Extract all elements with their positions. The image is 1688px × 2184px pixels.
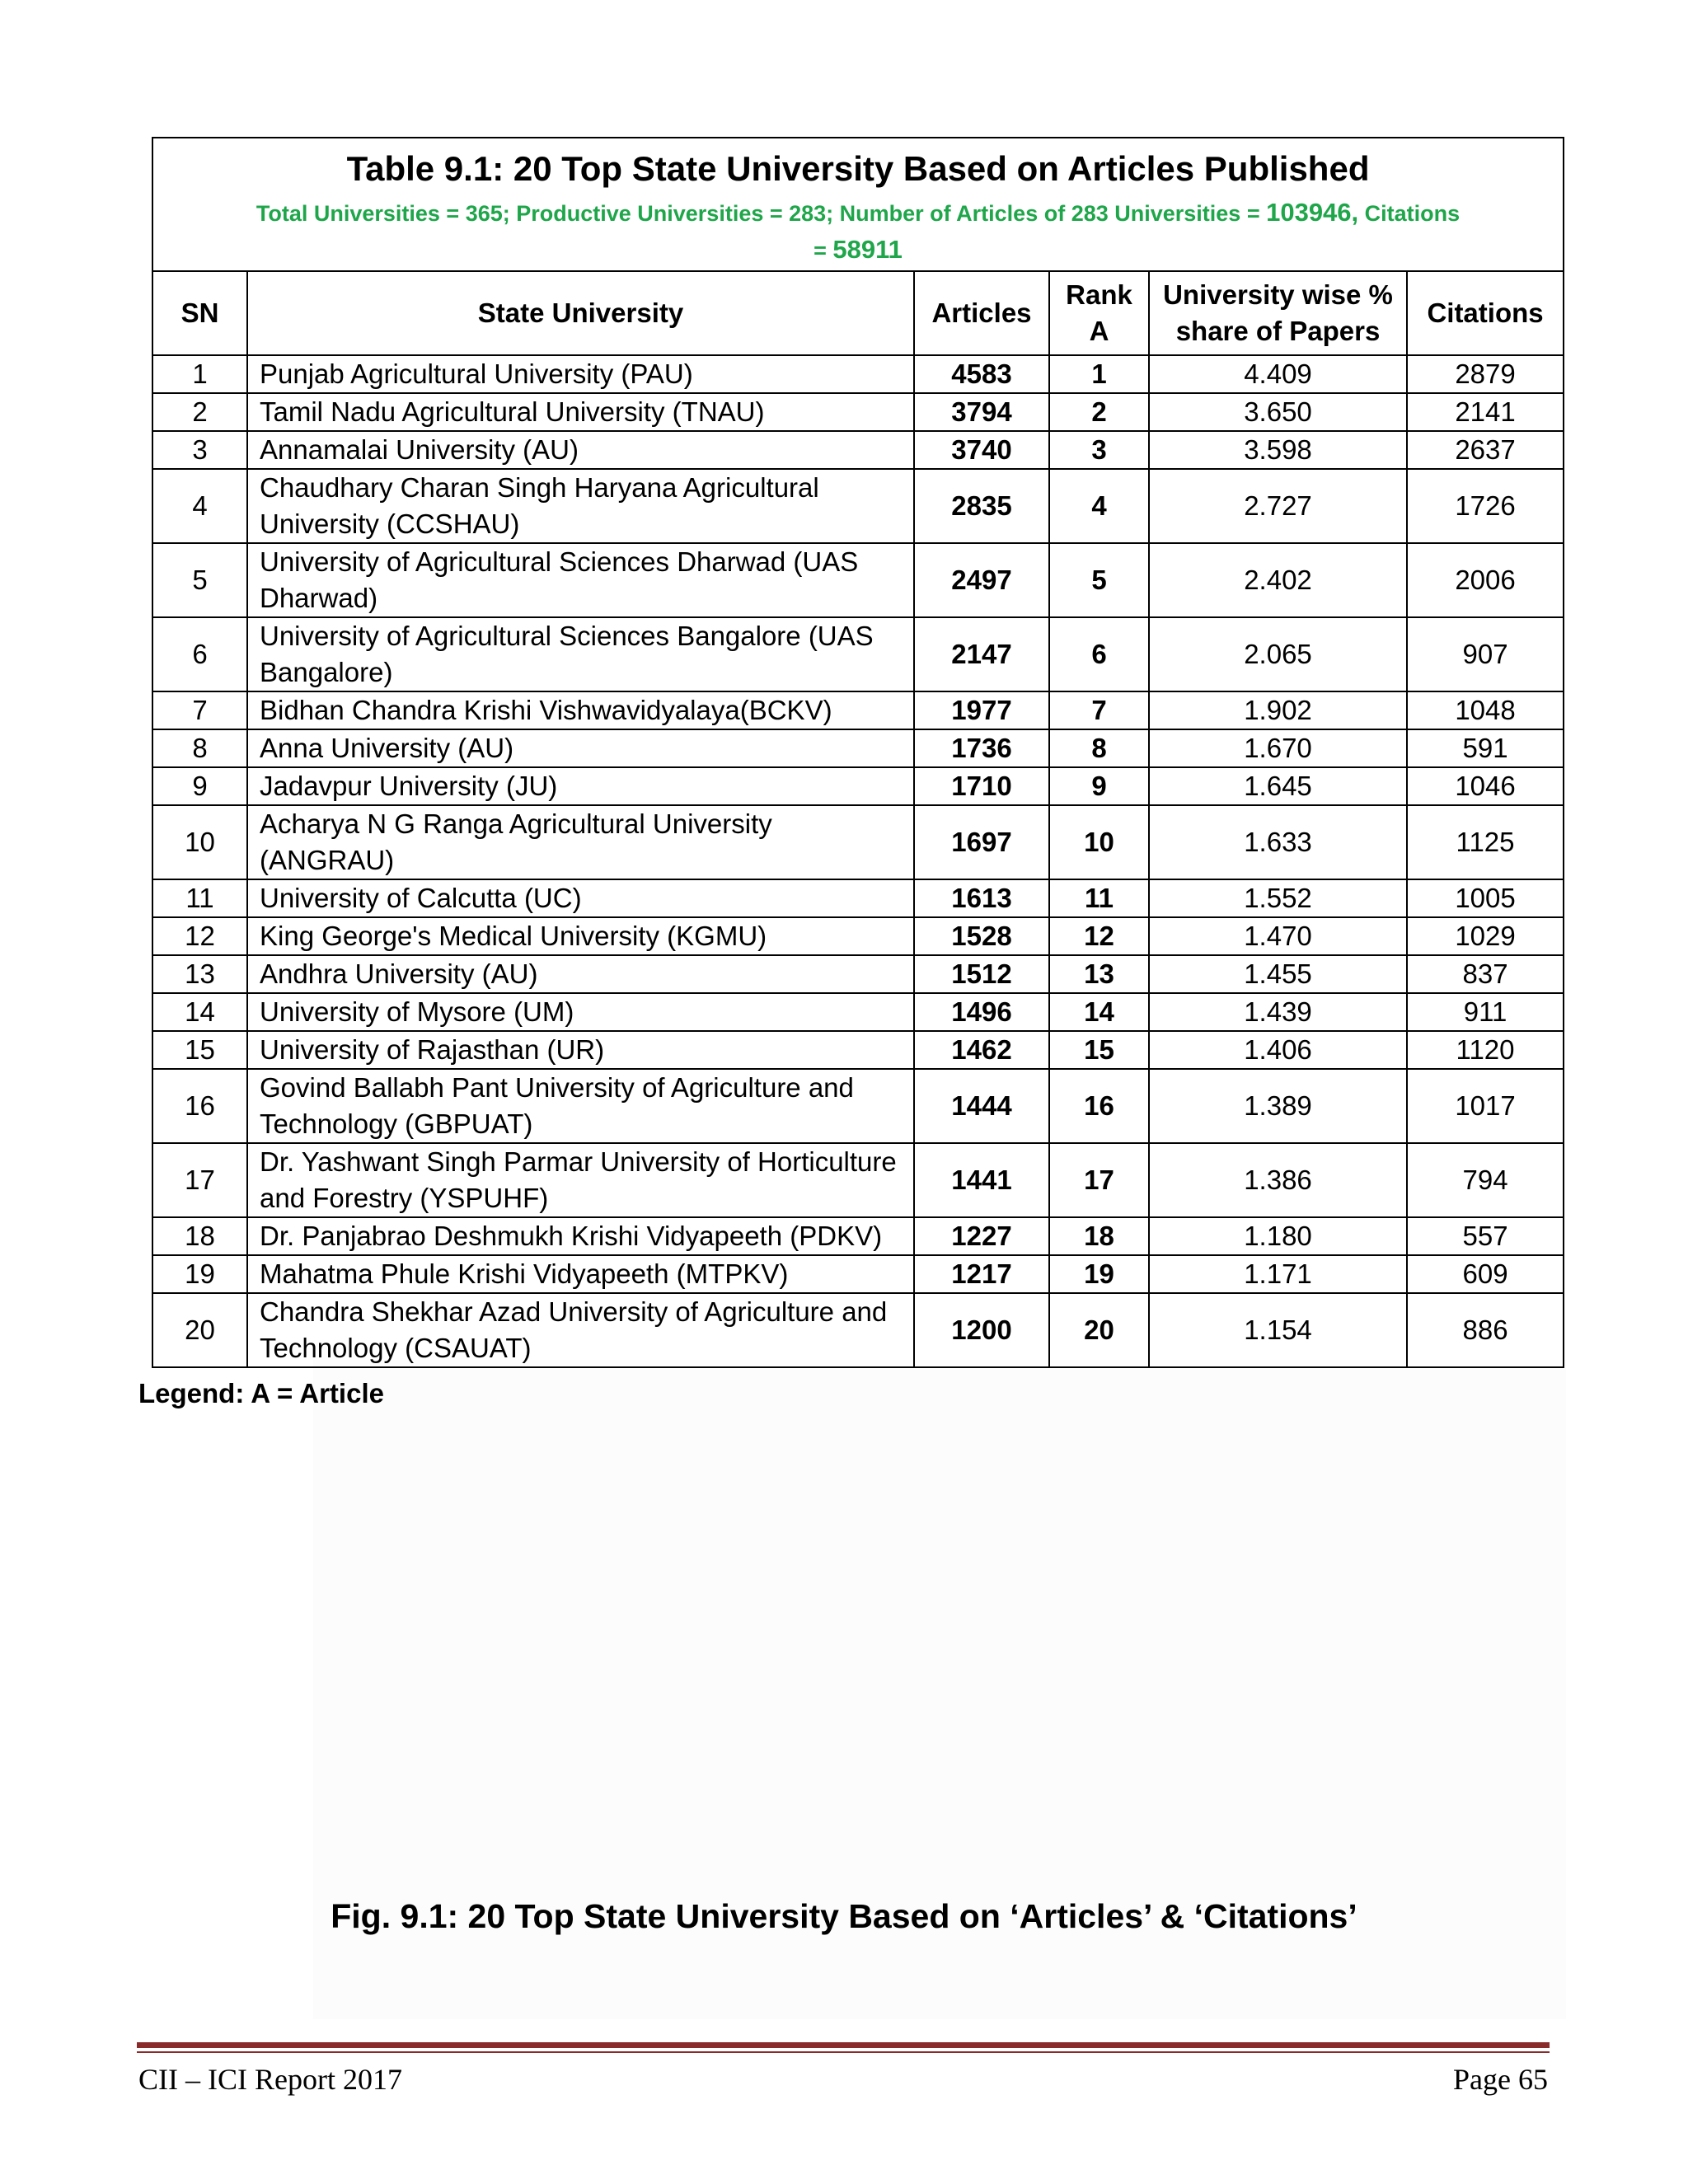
cell-citations: 591: [1407, 729, 1564, 767]
cell-articles: 2147: [914, 617, 1049, 691]
cell-university-name: King George's Medical University (KGMU): [247, 917, 914, 955]
footer-rule-thin: [137, 2051, 1550, 2053]
cell-citations: 2637: [1407, 431, 1564, 469]
cell-university-name: Punjab Agricultural University (PAU): [247, 355, 914, 393]
cell-articles: 1736: [914, 729, 1049, 767]
table-row: [152, 729, 1564, 767]
cell-share: 2.402: [1149, 543, 1407, 617]
cell-rank: 9: [1049, 767, 1149, 805]
table-row: [152, 879, 1564, 917]
header-sn: SN: [152, 271, 247, 355]
cell-rank: 20: [1049, 1293, 1149, 1367]
header-state-university: State University: [247, 271, 914, 355]
cell-university-name: University of Agricultural Sciences Dharwad (UAS Dharwad): [247, 543, 914, 617]
table-body: [152, 355, 1564, 1367]
cell-rank: 14: [1049, 993, 1149, 1031]
table-subtitle: [165, 194, 1551, 269]
cell-citations: 1029: [1407, 917, 1564, 955]
table-row: [152, 431, 1564, 469]
cell-share: 1.670: [1149, 729, 1407, 767]
cell-share: 1.455: [1149, 955, 1407, 993]
table-row: [152, 1143, 1564, 1217]
cell-rank: 4: [1049, 469, 1149, 543]
cell-rank: 12: [1049, 917, 1149, 955]
cell-sn: 12: [152, 917, 247, 955]
cell-articles: 1613: [914, 879, 1049, 917]
cell-share: 1.171: [1149, 1255, 1407, 1293]
cell-citations: 1125: [1407, 805, 1564, 879]
cell-articles: 2497: [914, 543, 1049, 617]
cell-university-name: Tamil Nadu Agricultural University (TNAU): [247, 393, 914, 431]
cell-university-name: Chaudhary Charan Singh Haryana Agricultural University (CCSHAU): [247, 469, 914, 543]
table-row: [152, 1069, 1564, 1143]
cell-share: 2.727: [1149, 469, 1407, 543]
cell-university-name: Dr. Panjabrao Deshmukh Krishi Vidyapeeth (PDKV): [247, 1217, 914, 1255]
cell-sn: 3: [152, 431, 247, 469]
cell-university-name: University of Mysore (UM): [247, 993, 914, 1031]
cell-citations: 609: [1407, 1255, 1564, 1293]
cell-articles: 3794: [914, 393, 1049, 431]
header-rank-line2: A: [1089, 316, 1109, 346]
cell-sn: 8: [152, 729, 247, 767]
cell-articles: 1441: [914, 1143, 1049, 1217]
cell-citations: 557: [1407, 1217, 1564, 1255]
cell-citations: 1046: [1407, 767, 1564, 805]
cell-sn: 11: [152, 879, 247, 917]
cell-citations: 1120: [1407, 1031, 1564, 1069]
cell-citations: 794: [1407, 1143, 1564, 1217]
cell-share: 1.180: [1149, 1217, 1407, 1255]
cell-share: 1.406: [1149, 1031, 1407, 1069]
cell-sn: 16: [152, 1069, 247, 1143]
cell-rank: 6: [1049, 617, 1149, 691]
cell-sn: 17: [152, 1143, 247, 1217]
cell-sn: 18: [152, 1217, 247, 1255]
cell-university-name: Acharya N G Ranga Agricultural University (ANGRAU): [247, 805, 914, 879]
table-row: [152, 617, 1564, 691]
cell-rank: 1: [1049, 355, 1149, 393]
table-row: [152, 393, 1564, 431]
cell-articles: 1528: [914, 917, 1049, 955]
cell-articles: 1200: [914, 1293, 1049, 1367]
cell-sn: 15: [152, 1031, 247, 1069]
cell-sn: 13: [152, 955, 247, 993]
cell-sn: 2: [152, 393, 247, 431]
cell-rank: 10: [1049, 805, 1149, 879]
cell-university-name: Annamalai University (AU): [247, 431, 914, 469]
cell-rank: 3: [1049, 431, 1149, 469]
table-row: [152, 955, 1564, 993]
cell-citations: 886: [1407, 1293, 1564, 1367]
cell-articles: 1512: [914, 955, 1049, 993]
cell-share: 4.409: [1149, 355, 1407, 393]
cell-sn: 5: [152, 543, 247, 617]
cell-share: 1.154: [1149, 1293, 1407, 1367]
cell-citations: 911: [1407, 993, 1564, 1031]
cell-share: 1.552: [1149, 879, 1407, 917]
cell-sn: 20: [152, 1293, 247, 1367]
cell-rank: 11: [1049, 879, 1149, 917]
table-row: [152, 805, 1564, 879]
cell-share: 1.439: [1149, 993, 1407, 1031]
table-row: [152, 993, 1564, 1031]
cell-rank: 13: [1049, 955, 1149, 993]
cell-university-name: Govind Ballabh Pant University of Agriculture and Technology (GBPUAT): [247, 1069, 914, 1143]
cell-rank: 8: [1049, 729, 1149, 767]
cell-university-name: Jadavpur University (JU): [247, 767, 914, 805]
cell-citations: 1726: [1407, 469, 1564, 543]
cell-share: 1.902: [1149, 691, 1407, 729]
cell-university-name: University of Calcutta (UC): [247, 879, 914, 917]
cell-articles: 1462: [914, 1031, 1049, 1069]
cell-articles: 1217: [914, 1255, 1049, 1293]
table-row: [152, 355, 1564, 393]
table-row: [152, 917, 1564, 955]
table-row: [152, 543, 1564, 617]
header-rank: [1049, 271, 1149, 355]
cell-sn: 4: [152, 469, 247, 543]
cell-university-name: Andhra University (AU): [247, 955, 914, 993]
cell-rank: 18: [1049, 1217, 1149, 1255]
cell-share: 3.650: [1149, 393, 1407, 431]
cell-citations: 1017: [1407, 1069, 1564, 1143]
cell-citations: 907: [1407, 617, 1564, 691]
footer-rule: [137, 2042, 1550, 2048]
header-row: [152, 271, 1564, 355]
cell-rank: 2: [1049, 393, 1149, 431]
cell-rank: 15: [1049, 1031, 1149, 1069]
cell-university-name: University of Rajasthan (UR): [247, 1031, 914, 1069]
universities-table: [152, 137, 1564, 1368]
cell-university-name: Mahatma Phule Krishi Vidyapeeth (MTPKV): [247, 1255, 914, 1293]
header-articles: Articles: [914, 271, 1049, 355]
header-share-line2: share of Papers: [1175, 316, 1381, 346]
footer-report-name: CII – ICI Report 2017: [138, 2063, 402, 2096]
cell-university-name: Chandra Shekhar Azad University of Agriculture and Technology (CSAUAT): [247, 1293, 914, 1367]
cell-rank: 16: [1049, 1069, 1149, 1143]
subtitle-articles-total: 103946,: [1266, 198, 1359, 227]
cell-share: 3.598: [1149, 431, 1407, 469]
table-caption: [152, 138, 1564, 271]
cell-articles: 1710: [914, 767, 1049, 805]
cell-university-name: Bidhan Chandra Krishi Vishwavidyalaya(BCKV): [247, 691, 914, 729]
cell-articles: 2835: [914, 469, 1049, 543]
cell-university-name: Dr. Yashwant Singh Parmar University of Horticulture and Forestry (YSPUHF): [247, 1143, 914, 1217]
cell-articles: 3740: [914, 431, 1049, 469]
subtitle-part-1: Total Universities = 365; Productive Universities = 283; Number of Articles of 283 Universities =: [256, 201, 1267, 226]
header-share: [1149, 271, 1407, 355]
cell-rank: 5: [1049, 543, 1149, 617]
table-title: Table 9.1: 20 Top State University Based on Articles Published: [346, 149, 1370, 188]
cell-articles: 1444: [914, 1069, 1049, 1143]
table-row: [152, 767, 1564, 805]
cell-rank: 19: [1049, 1255, 1149, 1293]
cell-articles: 1697: [914, 805, 1049, 879]
table-row: [152, 1293, 1564, 1367]
cell-share: 1.386: [1149, 1143, 1407, 1217]
table-row: [152, 1031, 1564, 1069]
cell-citations: 1005: [1407, 879, 1564, 917]
cell-share: 1.645: [1149, 767, 1407, 805]
cell-citations: 1048: [1407, 691, 1564, 729]
cell-rank: 17: [1049, 1143, 1149, 1217]
cell-share: 1.389: [1149, 1069, 1407, 1143]
table-row: [152, 469, 1564, 543]
subtitle-citations-total: 58911: [832, 235, 903, 264]
figure-caption: Fig. 9.1: 20 Top State University Based on ‘Articles’ & ‘Citations’: [331, 1897, 1357, 1935]
cell-university-name: University of Agricultural Sciences Bangalore (UAS Bangalore): [247, 617, 914, 691]
cell-sn: 9: [152, 767, 247, 805]
subtitle-part-2: Citations =: [814, 201, 1461, 263]
header-rank-line1: Rank: [1066, 279, 1132, 310]
cell-sn: 6: [152, 617, 247, 691]
header-share-line1: University wise %: [1163, 279, 1393, 310]
footer-page-number: Page 65: [1453, 2063, 1548, 2096]
cell-sn: 19: [152, 1255, 247, 1293]
cell-share: 1.633: [1149, 805, 1407, 879]
cell-articles: 1227: [914, 1217, 1049, 1255]
cell-sn: 1: [152, 355, 247, 393]
table-legend: Legend: A = Article: [138, 1378, 384, 1408]
cell-citations: 2006: [1407, 543, 1564, 617]
cell-rank: 7: [1049, 691, 1149, 729]
cell-citations: 2141: [1407, 393, 1564, 431]
table-caption-row: [152, 138, 1564, 271]
cell-share: 2.065: [1149, 617, 1407, 691]
cell-articles: 1977: [914, 691, 1049, 729]
table-row: [152, 1255, 1564, 1293]
cell-articles: 4583: [914, 355, 1049, 393]
cell-sn: 7: [152, 691, 247, 729]
cell-citations: 2879: [1407, 355, 1564, 393]
cell-sn: 10: [152, 805, 247, 879]
header-citations: Citations: [1407, 271, 1564, 355]
cell-university-name: Anna University (AU): [247, 729, 914, 767]
cell-sn: 14: [152, 993, 247, 1031]
cell-share: 1.470: [1149, 917, 1407, 955]
cell-articles: 1496: [914, 993, 1049, 1031]
table-row: [152, 691, 1564, 729]
table-row: [152, 1217, 1564, 1255]
cell-citations: 837: [1407, 955, 1564, 993]
